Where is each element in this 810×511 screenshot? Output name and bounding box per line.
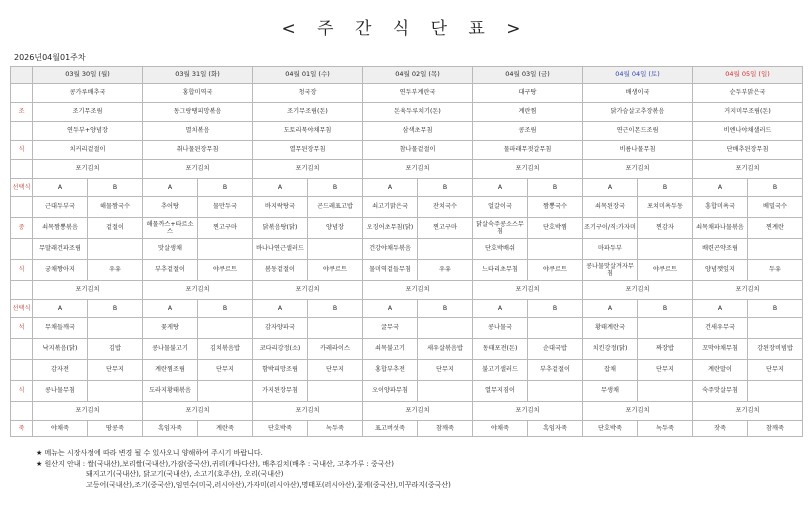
porridge-b: 녹두죽	[638, 421, 693, 437]
day-header: 03월 30일 (월)	[33, 67, 143, 84]
breakfast-item: 거지미무조림(돈)	[693, 103, 803, 122]
lunch-item-a: 조기구이/직:가자미	[583, 218, 638, 239]
option-a: A	[363, 300, 418, 318]
option-a: A	[33, 300, 88, 318]
day-header: 04월 02일 (목)	[363, 67, 473, 84]
lunch-item-b: 포치미욕두동	[638, 197, 693, 218]
option-b: B	[198, 300, 253, 318]
breakfast-item: 조기무조림(돈)	[253, 103, 363, 122]
lunch-item-a: 봄동겉절이	[253, 260, 308, 281]
lunch-item-b: 찐고구마	[198, 218, 253, 239]
dinner-item-a: 무생채	[583, 381, 638, 402]
dinner-row	[11, 381, 803, 402]
lunch-item-b: 찐계란	[748, 218, 803, 239]
lunch-item-a: 오징어초무침(닭)	[363, 218, 418, 239]
breakfast-item: 연두부+양념장	[33, 122, 143, 141]
dinner-item-a: 홍합부추전	[363, 360, 418, 381]
porridge-a: 잣죽	[693, 421, 748, 437]
lunch-item-b: 두유	[748, 260, 803, 281]
breakfast-item: 멸치볶음	[143, 122, 253, 141]
dinner-item-a: 감자전	[33, 360, 88, 381]
option-b: B	[528, 300, 583, 318]
breakfast-row	[11, 160, 803, 179]
option-a: A	[693, 179, 748, 197]
lunch-item-a: 추어탕	[143, 197, 198, 218]
lunch-kimchi: 포기김치	[143, 281, 253, 300]
meal-label-spacer	[11, 197, 33, 218]
dinner-item-a: 낙지볶음(닭)	[33, 339, 88, 360]
meal-label-spacer	[11, 239, 33, 260]
dinner-item-b: 단무지	[198, 360, 253, 381]
dinner-item-a: 잡채	[583, 360, 638, 381]
porridge-b: 계란죽	[198, 421, 253, 437]
lunch-row	[11, 218, 803, 239]
meal-label: 식	[11, 381, 33, 402]
dinner-item-b: 짜장밥	[638, 339, 693, 360]
lunch-item-b: 우유	[418, 260, 473, 281]
lunch-item-b: 야쿠르트	[528, 260, 583, 281]
option-b: B	[308, 179, 363, 197]
meal-label-spacer	[11, 160, 33, 179]
lunch-item-a: 배련곤약조림	[693, 239, 748, 260]
meal-label: 석	[11, 318, 33, 339]
option-a: A	[143, 300, 198, 318]
dinner-item-b	[198, 381, 253, 402]
dinner-row	[11, 318, 803, 339]
dinner-item-b: 카레라이스	[308, 339, 363, 360]
breakfast-item: 포기김치	[253, 160, 363, 179]
breakfast-item: 포기김치	[693, 160, 803, 179]
corner-cell	[11, 67, 33, 84]
lunch-item-b: 물만두국	[198, 197, 253, 218]
dinner-row	[11, 360, 803, 381]
week-label: 2026년04월01주차	[14, 53, 86, 62]
option-a: A	[253, 300, 308, 318]
porridge-b: 녹두죽	[308, 421, 363, 437]
meal-label-spacer	[11, 281, 33, 300]
breakfast-item: 치커리겉절이	[33, 141, 143, 160]
dinner-kimchi: 포기김치	[363, 402, 473, 421]
dinner-item-b: 새우살볶음밥	[418, 339, 473, 360]
lunch-row	[11, 197, 803, 218]
dinner-item-b: 부추겉절이	[528, 360, 583, 381]
dinner-item-a: 쇠목불고기	[363, 339, 418, 360]
dinner-kimchi: 포기김치	[583, 402, 693, 421]
porridge-a: 흑임자죽	[143, 421, 198, 437]
dinner-item-b	[418, 381, 473, 402]
breakfast-item: 비름나물무침	[583, 141, 693, 160]
option-b: B	[418, 300, 473, 318]
dinner-item-a: 굴무국	[363, 318, 418, 339]
lunch-item-a: 느타리초무침	[473, 260, 528, 281]
breakfast-item: 대구탕	[473, 84, 583, 103]
breakfast-item: 배생이국	[583, 84, 693, 103]
meal-label: 식	[11, 141, 33, 160]
lunch-kimchi-row	[11, 281, 803, 300]
meal-label-spacer	[11, 339, 33, 360]
lunch-item-b	[748, 239, 803, 260]
lunch-item-a: 바지락탕국	[253, 197, 308, 218]
lunch-item-a: 해물까스+타르소스	[143, 218, 198, 239]
lunch-item-a: 무말래건파조림	[33, 239, 88, 260]
dinner-item-b: 김밥	[88, 339, 143, 360]
option-b: B	[198, 179, 253, 197]
dinner-item-b	[638, 381, 693, 402]
breakfast-item: 콩가루배추국	[33, 84, 143, 103]
porridge-a: 단호박죽	[253, 421, 308, 437]
meal-label-spacer	[11, 122, 33, 141]
dinner-item-a: 콩나물무침	[33, 381, 88, 402]
lunch-item-b: 잔치국수	[418, 197, 473, 218]
porridge-a: 야채죽	[473, 421, 528, 437]
lunch-row	[11, 239, 803, 260]
lunch-item-a: 콩나물맛살겨자무침	[583, 260, 638, 281]
lunch-item-b: 찐고구마	[418, 218, 473, 239]
lunch-item-b	[638, 239, 693, 260]
dinner-item-b: 단무지	[88, 360, 143, 381]
breakfast-item: 계란찜	[473, 103, 583, 122]
breakfast-item: 포기김치	[363, 160, 473, 179]
breakfast-item: 연근이몬드조림	[583, 122, 693, 141]
dinner-item-b	[308, 381, 363, 402]
breakfast-item: 포기김치	[473, 160, 583, 179]
lunch-item-b: 단호박찜	[528, 218, 583, 239]
dinner-item-a: 동태포전(돈)	[473, 339, 528, 360]
lunch-item-a: 바나나연근샐러드	[253, 239, 308, 260]
breakfast-item: 단배추된장무침	[693, 141, 803, 160]
dinner-item-b	[88, 318, 143, 339]
select-label: 선택식	[11, 300, 33, 318]
option-a: A	[693, 300, 748, 318]
lunch-item-a: 근대두부국	[33, 197, 88, 218]
option-a: A	[33, 179, 88, 197]
lunch-item-a: 궁채짱아지	[33, 260, 88, 281]
breakfast-row	[11, 103, 803, 122]
meal-label-spacer	[11, 360, 33, 381]
lunch-item-a: 맛살생채	[143, 239, 198, 260]
lunch-item-a: 건강야채두볶음	[363, 239, 418, 260]
option-a: A	[363, 179, 418, 197]
breakfast-item: 콩조림	[473, 122, 583, 141]
lunch-kimchi: 포기김치	[363, 281, 473, 300]
lunch-item-b: 곤드레표고밥	[308, 197, 363, 218]
page-title: < 주 간 식 단 표 >	[281, 19, 529, 39]
breakfast-item: 포기김치	[143, 160, 253, 179]
dinner-item-a: 불고기샐러드	[473, 360, 528, 381]
dinner-item-b	[638, 318, 693, 339]
dinner-item-a: 계란말이	[693, 360, 748, 381]
note-origin-fish: 고등어(국내산),조기(중국산),임연수(미국,러시아산),가자미(러시아산),명태포(러시아산),꽃게(중국산),미꾸라지(중국산)	[86, 480, 451, 489]
breakfast-item: 취나물된장무침	[143, 141, 253, 160]
breakfast-item: 돈육두루치기(돈)	[363, 103, 473, 122]
meal-label: 죽	[11, 421, 33, 437]
porridge-row	[11, 421, 803, 437]
lunch-item-a: 물미역겉들무침	[363, 260, 418, 281]
dinner-item-a: 꽃게탕	[143, 318, 198, 339]
dinner-item-b: 단무지	[418, 360, 473, 381]
meal-label-spacer	[11, 402, 33, 421]
lunch-item-a: 쇠목채파나물볶음	[693, 218, 748, 239]
meal-label-spacer	[11, 84, 33, 103]
dinner-item-b	[748, 318, 803, 339]
breakfast-item: 연두부계란국	[363, 84, 473, 103]
porridge-b: 참깨죽	[418, 421, 473, 437]
breakfast-item: 포기김치	[33, 160, 143, 179]
day-header: 04월 04일 (토)	[583, 67, 693, 84]
lunch-item-a: 단호박배쉬	[473, 239, 528, 260]
lunch-item-b: 겉절이	[88, 218, 143, 239]
lunch-item-a: 양념깻잎지	[693, 260, 748, 281]
option-a: A	[583, 179, 638, 197]
day-header: 04월 01일 (수)	[253, 67, 363, 84]
porridge-b: 참깨죽	[748, 421, 803, 437]
day-header: 04월 03일 (금)	[473, 67, 583, 84]
dinner-item-a: 코다리강정(소)	[253, 339, 308, 360]
breakfast-row	[11, 122, 803, 141]
weekly-menu-table	[10, 66, 803, 437]
dinner-item-b	[528, 318, 583, 339]
header-row	[11, 67, 803, 84]
lunch-item-a: 흥합미욕국	[693, 197, 748, 218]
dinner-item-b	[198, 318, 253, 339]
dinner-item-b: 순대국밥	[528, 339, 583, 360]
lunch-item-a: 쇠목짬뽕볶음	[33, 218, 88, 239]
breakfast-item: 삼색초무침	[363, 122, 473, 141]
porridge-a: 표고버섯죽	[363, 421, 418, 437]
breakfast-item: 동그랑땡피망볶음	[143, 103, 253, 122]
dinner-item-a: 감자양파국	[253, 318, 308, 339]
lunch-item-a: 닭볶음탕(닭)	[253, 218, 308, 239]
dinner-item-a: 건새우무국	[693, 318, 748, 339]
dinner-item-a: 함박피망조림	[253, 360, 308, 381]
dinner-kimchi-row	[11, 402, 803, 421]
lunch-item-b: 찐감자	[638, 218, 693, 239]
lunch-kimchi: 포기김치	[693, 281, 803, 300]
breakfast-item: 도토리묵야채무침	[253, 122, 363, 141]
dinner-item-b: 단무지	[638, 360, 693, 381]
meal-label: 조	[11, 103, 33, 122]
dinner-item-b: 단무지	[748, 360, 803, 381]
day-header: 04월 05일 (일)	[693, 67, 803, 84]
dinner-item-a: 가지된장무침	[253, 381, 308, 402]
lunch-item-b: 야쿠르트	[198, 260, 253, 281]
option-a: A	[253, 179, 308, 197]
breakfast-item: 참나물겉절이	[363, 141, 473, 160]
breakfast-item: 순두부맑은국	[693, 84, 803, 103]
lunch-ab-row	[11, 179, 803, 197]
breakfast-item: 닭가슴살고추장볶음	[583, 103, 693, 122]
option-b: B	[748, 179, 803, 197]
dinner-item-b: 강된장비빔밥	[748, 339, 803, 360]
meal-label: 식	[11, 260, 33, 281]
lunch-item-b	[418, 239, 473, 260]
porridge-a: 단호박죽	[583, 421, 638, 437]
lunch-item-b: 해물짬국수	[88, 197, 143, 218]
lunch-kimchi: 포기김치	[583, 281, 693, 300]
breakfast-item: 물파래무젓갈무침	[473, 141, 583, 160]
breakfast-item: 비엔나야채샐러드	[693, 122, 803, 141]
dinner-row	[11, 339, 803, 360]
dinner-item-b	[528, 381, 583, 402]
option-b: B	[528, 179, 583, 197]
breakfast-item: 청국장	[253, 84, 363, 103]
dinner-item-a: 오이양파무침	[363, 381, 418, 402]
lunch-row	[11, 260, 803, 281]
option-a: A	[143, 179, 198, 197]
breakfast-item: 홍합미역국	[143, 84, 253, 103]
dinner-kimchi: 포기김치	[253, 402, 363, 421]
lunch-item-b	[308, 239, 363, 260]
dinner-item-b	[308, 318, 363, 339]
dinner-item-a: 열무지짐이	[473, 381, 528, 402]
dinner-item-a: 꼬막야채무침	[693, 339, 748, 360]
lunch-item-b: 베밀국수	[748, 197, 803, 218]
dinner-kimchi: 포기김치	[33, 402, 143, 421]
lunch-item-b	[198, 239, 253, 260]
dinner-item-a: 계란찜조림	[143, 360, 198, 381]
lunch-item-a: 마파두부	[583, 239, 638, 260]
porridge-b: 흑임자죽	[528, 421, 583, 437]
dinner-item-a: 콩나물국	[473, 318, 528, 339]
lunch-kimchi: 포기김치	[473, 281, 583, 300]
lunch-item-b	[88, 239, 143, 260]
option-a: A	[473, 179, 528, 197]
dinner-kimchi: 포기김치	[143, 402, 253, 421]
option-b: B	[748, 300, 803, 318]
dinner-item-b	[418, 318, 473, 339]
lunch-item-b: 우유	[88, 260, 143, 281]
lunch-item-a: 부추겉절이	[143, 260, 198, 281]
dinner-item-b	[748, 381, 803, 402]
dinner-item-a: 숙주맛살무침	[693, 381, 748, 402]
option-a: A	[473, 300, 528, 318]
lunch-item-a: 닭살숙주콩소스무침	[473, 218, 528, 239]
lunch-item-a: 얼갈이국	[473, 197, 528, 218]
dinner-item-b	[88, 381, 143, 402]
option-b: B	[88, 179, 143, 197]
lunch-kimchi: 포기김치	[253, 281, 363, 300]
lunch-item-b: 짬뽕국수	[528, 197, 583, 218]
lunch-item-a: 쇠목된장국	[583, 197, 638, 218]
dinner-kimchi: 포기김치	[473, 402, 583, 421]
option-b: B	[418, 179, 473, 197]
option-b: B	[88, 300, 143, 318]
lunch-item-a: 쇠고기맑은국	[363, 197, 418, 218]
lunch-kimchi: 포기김치	[33, 281, 143, 300]
lunch-item-b: 야쿠르트	[308, 260, 363, 281]
dinner-kimchi: 포기김치	[693, 402, 803, 421]
breakfast-row	[11, 141, 803, 160]
dinner-item-a: 콩나물불고기	[143, 339, 198, 360]
day-header: 03월 31일 (화)	[143, 67, 253, 84]
dinner-item-b: 김치볶음밥	[198, 339, 253, 360]
lunch-item-b: 양념장	[308, 218, 363, 239]
breakfast-row	[11, 84, 803, 103]
dinner-item-a: 도라지황태볶음	[143, 381, 198, 402]
option-a: A	[583, 300, 638, 318]
dinner-ab-row	[11, 300, 803, 318]
note-change: ★ 메뉴는 시장사정에 따라 변경 될 수 있사오니 양해하여 주시기 바랍니다.	[36, 449, 263, 457]
breakfast-item: 열무된장무침	[253, 141, 363, 160]
lunch-item-b: 야쿠르트	[638, 260, 693, 281]
select-label: 선택식	[11, 179, 33, 197]
option-b: B	[638, 179, 693, 197]
dinner-item-a: 무채들깨국	[33, 318, 88, 339]
dinner-item-a: 황태계란국	[583, 318, 638, 339]
option-b: B	[308, 300, 363, 318]
option-b: B	[638, 300, 693, 318]
lunch-item-b	[528, 239, 583, 260]
porridge-b: 땅콩죽	[88, 421, 143, 437]
porridge-a: 야채죽	[33, 421, 88, 437]
note-origin: ★ 원산지 안내 : 쌀(국내산),보리쌀(국내산),가잠(중국산),귀리(캐나다산), 배추김치(배추 : 국내산, 고추가루 : 중국산)	[36, 459, 395, 468]
meal-label: 중	[11, 218, 33, 239]
breakfast-item: 포기김치	[583, 160, 693, 179]
dinner-item-b: 단무지	[308, 360, 363, 381]
note-origin-meat: 돼지고기(국내산), 닭고기(국내산), 소고기(호주산), 오리(국내산)	[86, 470, 284, 478]
breakfast-item: 조기무조림	[33, 103, 143, 122]
notes	[36, 448, 451, 490]
dinner-item-a: 치킨강정(닭)	[583, 339, 638, 360]
